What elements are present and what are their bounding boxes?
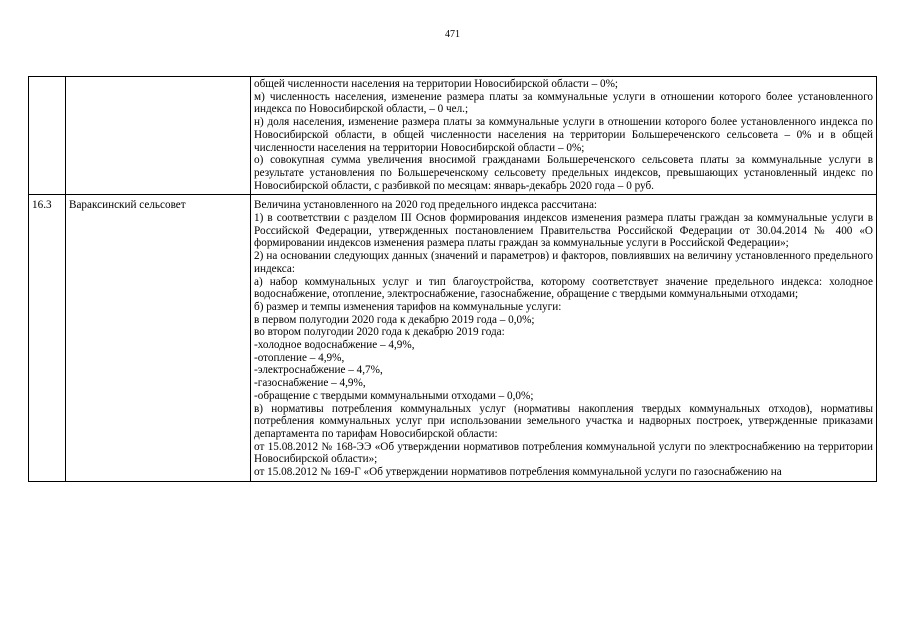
text-line: -газоснабжение – 4,9%, <box>254 377 366 390</box>
text-line: н) доля населения, изменение размера платы за коммунальные услуги в отношении которого более установленного индекса по Новосибирской области, в общей численности населения на территории Большереченского сельсовета – 0% и в общей численности населения на территории Новосибирской области – 0%; <box>254 116 873 154</box>
text-line: Величина установленного на 2020 год предельного индекса рассчитана: <box>254 199 598 212</box>
text-line: -электроснабжение – 4,7%, <box>254 364 383 377</box>
row-number-cell: 16.3 <box>29 195 66 481</box>
text-line: -обращение с твердыми коммунальными отходами – 0,0%; <box>254 389 534 402</box>
text-line: общей численности населения на территории Новосибирской области – 0%; <box>254 78 619 90</box>
text-line: м) численность населения, изменение размера платы за коммунальные услуги в отношении которого более установленного индекса по Новосибирской области, – 0 чел.; <box>254 90 873 116</box>
row-number-cell <box>29 77 66 195</box>
table-row <box>29 77 877 195</box>
text-line: б) размер и темпы изменения тарифов на коммунальные услуги: <box>254 300 562 313</box>
description-cell <box>251 77 877 195</box>
text-line: о) совокупная сумма увеличения вносимой гражданами Большереченского сельсовета платы за коммунальные услуги в результате установления по Большереченскому сельсовету предельных индексов, превышающих установленный индекс по Новосибирской области, с разбивкой по месяцам: январь-декабрь 2020 года – 0 руб. <box>254 154 873 192</box>
text-line: от 15.08.2012 № 168-ЭЭ «Об утверждении нормативов потребления коммунальной услуги по электроснабжению на территории Новосибирской области»; <box>254 440 873 466</box>
table-row <box>29 195 877 481</box>
text-line: -холодное водоснабжение – 4,9%, <box>254 339 415 352</box>
description-cell <box>251 195 877 481</box>
document-table <box>28 76 877 482</box>
text-line: во втором полугодии 2020 года к декабрю 2019 года: <box>254 326 505 339</box>
municipality-name-cell <box>66 77 251 195</box>
text-line: 1) в соответствии с разделом III Основ формирования индексов изменения размера платы граждан за коммунальные услуги в Российской Федерации, утвержденных постановлением Правительства Российской Федерации от 30.04.2014 № 400 «О формировании индексов изменения размера платы граждан за коммунальные услуги в Российской Федерации»; <box>254 212 873 250</box>
text-line: в) нормативы потребления коммунальных услуг (нормативы накопления твердых коммунальных отходов), нормативы потребления коммунальных услуг при использовании земельного участка и надворных построек, утвержденные приказами департамента по тарифам Новосибирской области: <box>254 402 873 440</box>
text-line: в первом полугодии 2020 года к декабрю 2019 года – 0,0%; <box>254 313 535 326</box>
text-line: -отопление – 4,9%, <box>254 351 345 364</box>
text-line: от 15.08.2012 № 169-Г «Об утверждении нормативов потребления коммунальной услуги по газоснабжению на <box>254 466 782 479</box>
text-line: а) набор коммунальных услуг и тип благоустройства, которому соответствует значение предельного индекса: холодное водоснабжение, отопление, электроснабжение, газоснабжение, обращение с твердыми коммунальными отходами; <box>254 275 873 301</box>
municipality-name-cell: Вараксинский сельсовет <box>66 195 251 481</box>
page-number: 471 <box>445 29 460 40</box>
text-line: 2) на основании следующих данных (значений и параметров) и факторов, повлиявших на величину установленного предельного индекса: <box>254 250 873 275</box>
